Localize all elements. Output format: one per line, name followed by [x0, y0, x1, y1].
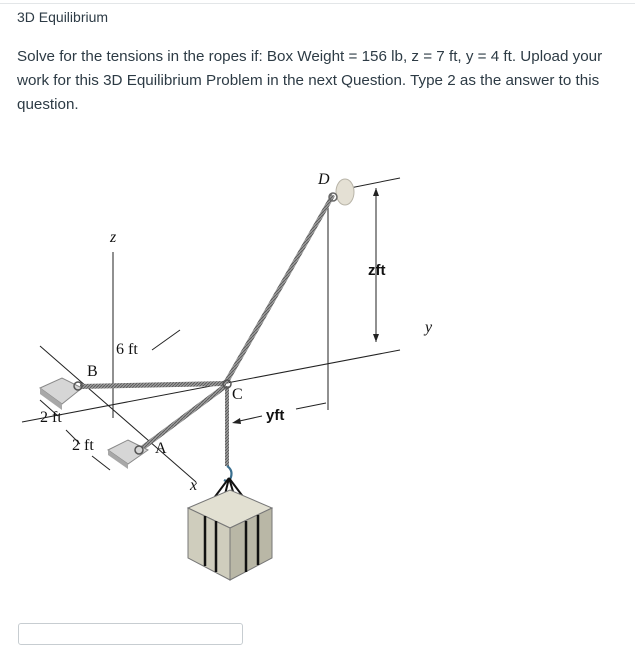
ropes — [80, 194, 335, 466]
point-c-label: C — [232, 386, 243, 403]
zft-dimension — [350, 178, 400, 342]
dim-yft-label: yft — [266, 407, 285, 424]
equilibrium-figure — [0, 160, 635, 590]
question-title: 3D Equilibrium — [17, 9, 109, 25]
dim-6ft-label: 6 ft — [116, 341, 138, 358]
question-text: Solve for the tensions in the ropes if: Box Weight = 156 lb, z = 7 ft, y = 4 ft. Upload your work for this 3D Equilibrium Problem in the next Question. Type 2 as the answer to this question. — [17, 48, 603, 113]
dim-2ft-left-label: 2 ft — [40, 409, 62, 426]
anchor-a-plate — [108, 440, 148, 469]
point-a-label: A — [155, 440, 167, 457]
point-b-label: B — [87, 363, 98, 380]
point-d-label: D — [318, 171, 330, 188]
equilibrium-diagram — [0, 160, 635, 590]
dim-2ft-bottom-label: 2 ft — [72, 437, 94, 454]
dim-zft-label: zft — [368, 262, 386, 279]
anchor-d — [329, 179, 354, 205]
answer-input[interactable] — [18, 623, 243, 645]
top-divider — [0, 3, 635, 4]
box — [188, 490, 272, 580]
z-axis-label: z — [110, 229, 117, 246]
rope-cd — [224, 194, 335, 384]
rope-vertical — [225, 386, 229, 466]
rope-ca — [138, 384, 227, 452]
y-axis-label: y — [425, 319, 433, 336]
x-axis-label: x — [190, 477, 198, 494]
